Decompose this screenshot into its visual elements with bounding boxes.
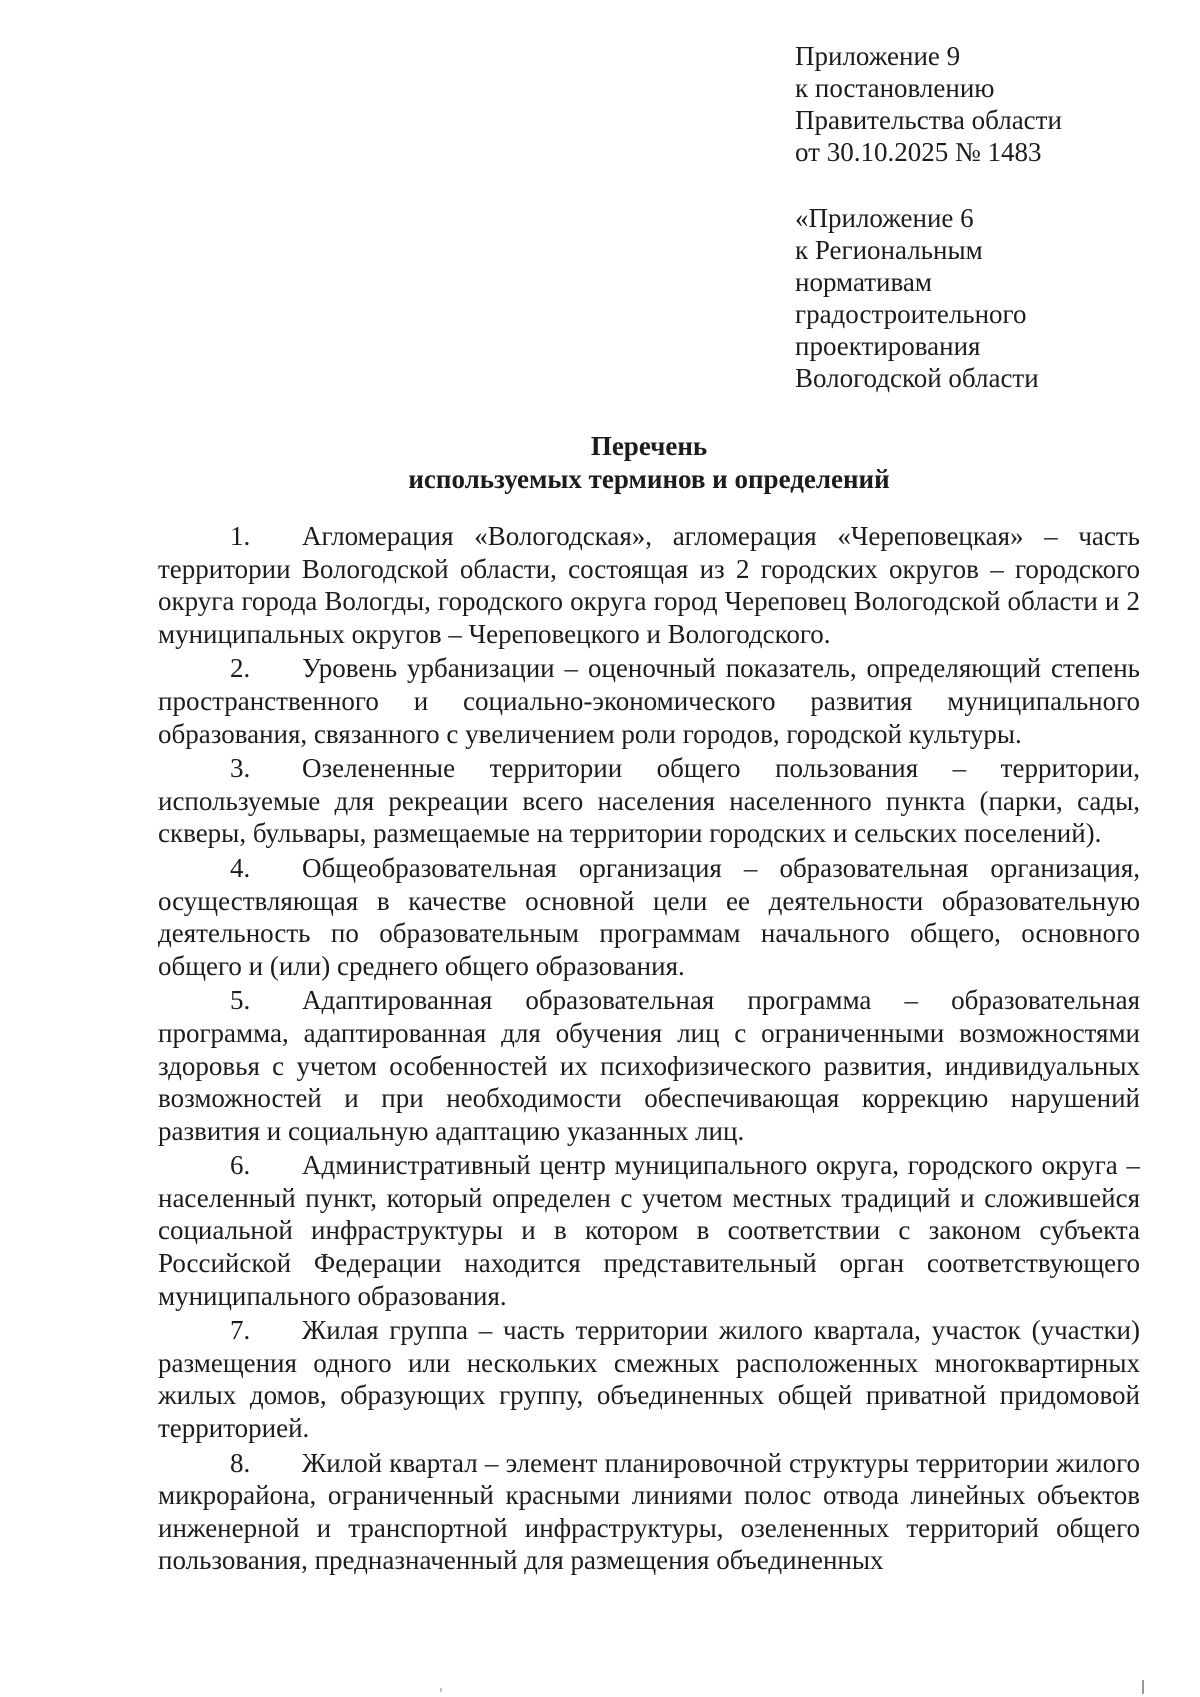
title-line-1: Перечень bbox=[590, 431, 708, 461]
term-text: Озелененные территории общего пользования – территории, используемые для рекреации всего населения населенного пункта (парки, сады, скверы, бульвары, размещаемые на территории городских и сельских поселений). bbox=[158, 753, 1140, 849]
term-text: Адаптированная образовательная программа – образовательная программа, адаптированная для обучения лиц с ограниченными возможностями здоровья с учетом особенностей их психофизического развития, индивидуальных возможностей и при необходимости обеспечивающая коррекцию нарушений развития и социальную адаптацию указанных лиц. bbox=[158, 985, 1140, 1146]
term-item bbox=[158, 1149, 1140, 1312]
term-number: 3. bbox=[230, 753, 251, 784]
term-item bbox=[158, 520, 1140, 650]
term-item bbox=[158, 1314, 1140, 1444]
annex-reference-header bbox=[795, 202, 1135, 394]
term-item bbox=[158, 752, 1140, 850]
title-line-2: используемых терминов и определений bbox=[408, 464, 890, 494]
annex-ref-line: к Региональным bbox=[795, 235, 983, 265]
term-number: 5. bbox=[230, 985, 251, 1016]
term-number: 7. bbox=[230, 1315, 251, 1346]
term-item bbox=[158, 1447, 1140, 1577]
annex-ref-line: проектирования bbox=[795, 331, 981, 361]
annex-line: Приложение 9 bbox=[795, 41, 961, 71]
terms-list bbox=[158, 520, 1140, 1579]
term-number: 2. bbox=[230, 653, 251, 684]
term-item bbox=[158, 984, 1140, 1147]
term-text: Общеобразовательная организация – образовательная организация, осуществляющая в качестве основной цели ее деятельности образовательную деятельность по образовательным программам начального общего, основного общего и (или) среднего общего образования. bbox=[158, 852, 1140, 981]
document-title bbox=[158, 430, 1140, 496]
annex-line: Правительства области bbox=[795, 105, 1062, 135]
term-text: Уровень урбанизации – оценочный показатель, определяющий степень пространственного и социально-экономического развития муниципального образования, связанного с увеличением роли городов, городской культуры. bbox=[158, 653, 1140, 749]
term-item bbox=[158, 852, 1140, 982]
term-text: Административный центр муниципального округа, городского округа – населенный пункт, который определен с учетом местных традиций и сложившейся социальной инфраструктуры и в котором в соответствии с законом субъекта Российской Федерации находится представительный орган соответствующего муниципального образования. bbox=[158, 1150, 1140, 1311]
annex-ref-line: Вологодской области bbox=[795, 363, 1039, 393]
scan-artifact-dot bbox=[440, 1688, 442, 1692]
term-item bbox=[158, 652, 1140, 750]
annex-ref-line: нормативам bbox=[795, 267, 932, 297]
term-number: 8. bbox=[230, 1447, 251, 1478]
annex-ref-line: градостроительного bbox=[795, 299, 1027, 329]
term-number: 4. bbox=[230, 852, 251, 883]
term-text: Агломерация «Вологодская», агломерация «Череповецкая» – часть территории Вологодской области, состоящая из 2 городских округов – городского округа города Вологды, городского округа город Череповец Вологодской области и 2 муниципальных округов – Череповецкого и Вологодского. bbox=[158, 521, 1140, 649]
term-number: 1. bbox=[230, 521, 251, 551]
annex-line: к постановлению bbox=[795, 73, 995, 103]
term-number: 6. bbox=[230, 1150, 251, 1181]
term-text: Жилой квартал – элемент планировочной структуры территории жилого микрорайона, ограниченный красными линиями полос отвода линейных объектов инженерной и транспортной инфраструктуры, озелененных территорий общего пользования, предназначенный для размещения объединенных bbox=[158, 1447, 1140, 1576]
scan-artifact-mark bbox=[1142, 1680, 1144, 1694]
annex-header bbox=[795, 40, 1135, 168]
annex-ref-line: «Приложение 6 bbox=[795, 203, 974, 233]
term-text: Жилая группа – часть территории жилого квартала, участок (участки) размещения одного или нескольких смежных расположенных многоквартирных жилых домов, образующих группу, объединенных общей приватной придомовой территорией. bbox=[158, 1315, 1140, 1444]
annex-line: от 30.10.2025 № 1483 bbox=[795, 137, 1042, 167]
